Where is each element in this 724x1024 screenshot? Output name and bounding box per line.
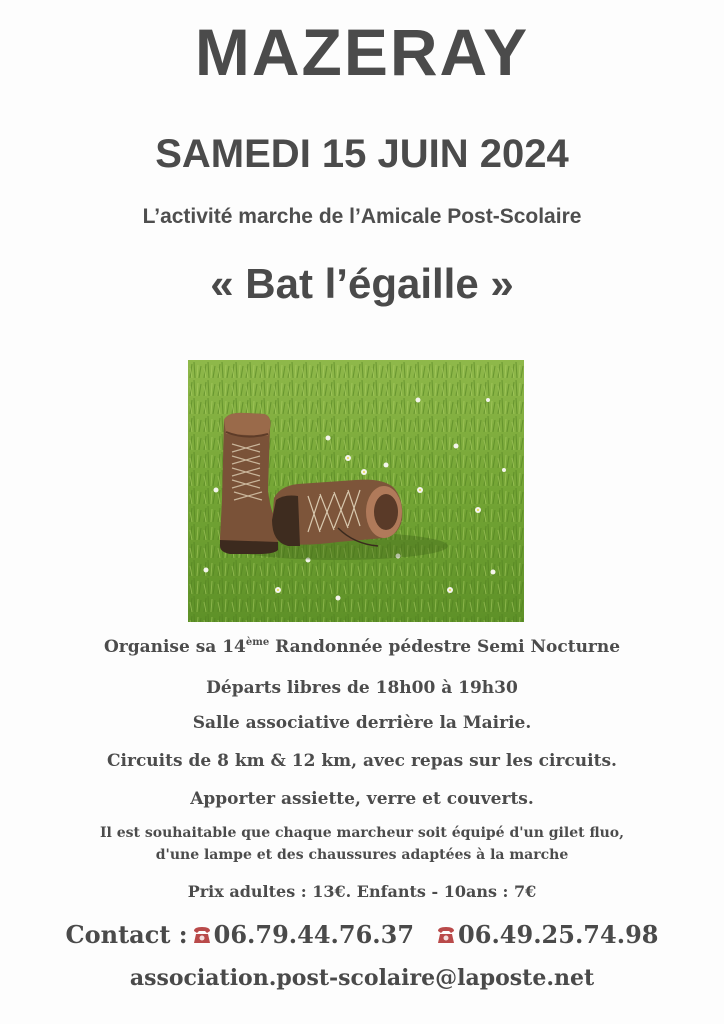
telephone-icon bbox=[192, 921, 212, 939]
ordinal-suffix: ème bbox=[245, 637, 270, 648]
town-title: MAZERAY bbox=[194, 15, 530, 89]
phone-number-2[interactable]: 06.49.25.74.98 bbox=[458, 920, 659, 949]
circuits-info: Circuits de 8 km & 12 km, avec repas sur les circuits. bbox=[107, 751, 617, 771]
departure-times: Départs libres de 18h00 à 19h30 bbox=[206, 678, 518, 698]
equipment-advice-line2: d'une lampe et des chaussures adaptées à la marche bbox=[155, 847, 569, 863]
equipment-advice-line1: Il est souhaitable que chaque marcheur soit équipé d'un gilet fluo, bbox=[99, 825, 625, 841]
organizer-line: L’activité marche de l’Amicale Post-Scolaire bbox=[142, 205, 582, 228]
event-date: SAMEDI 15 JUIN 2024 bbox=[155, 132, 569, 176]
hike-announcement bbox=[0, 637, 724, 657]
boots-photo bbox=[188, 360, 524, 622]
bring-items: Apporter assiette, verre et couverts. bbox=[190, 789, 534, 809]
price-info: Prix adultes : 13€. Enfants - 10ans : 7€ bbox=[187, 882, 537, 901]
telephone-icon bbox=[436, 921, 456, 939]
phone-number-1[interactable]: 06.79.44.76.37 bbox=[213, 920, 415, 949]
meeting-location: Salle associative derrière la Mairie. bbox=[192, 713, 532, 733]
lying-boot bbox=[272, 480, 402, 546]
contact-line bbox=[0, 920, 724, 949]
contact-label: Contact : bbox=[65, 920, 188, 949]
announcement-suffix: Randonnée pédestre Semi Nocturne bbox=[269, 637, 621, 657]
contact-email[interactable]: association.post-scolaire@laposte.net bbox=[129, 965, 595, 991]
announcement-prefix: Organise sa 14 bbox=[103, 637, 246, 657]
event-name: « Bat l’égaille » bbox=[210, 260, 514, 307]
